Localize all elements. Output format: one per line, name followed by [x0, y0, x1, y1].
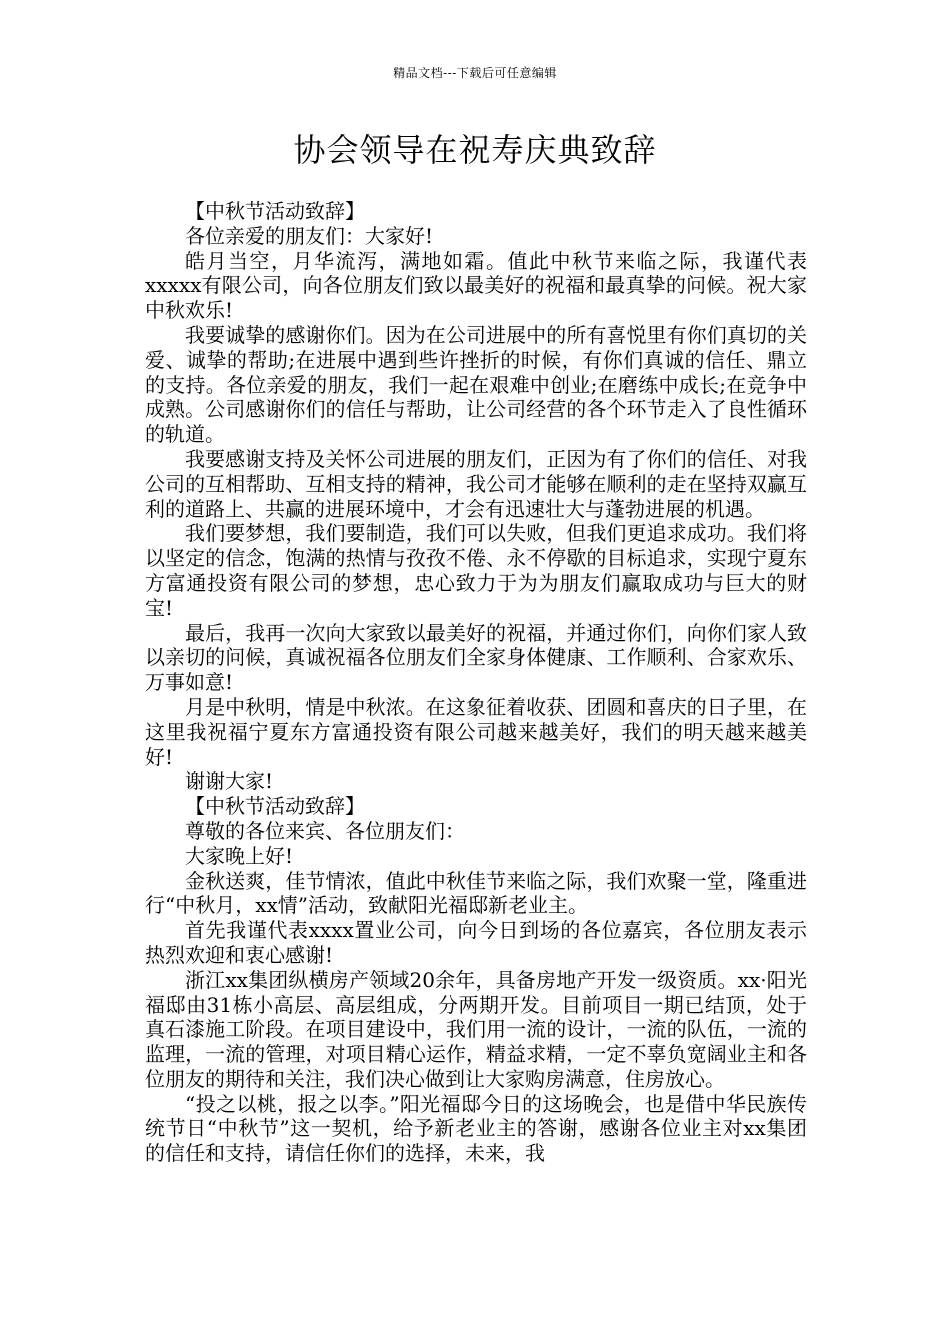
paragraph: 最后，我再一次向大家致以最美好的祝福，并通过你们，向你们家人致以亲切的问候，真诚祝福各位朋友们全家身体健康、工作顺利、合家欢乐、万事如意! [145, 620, 807, 695]
paragraph: “投之以桃，报之以李。”阳光福邸今日的这场晚会，也是借中华民族传统节日“中秋节”这一契机，给予新老业主的答谢，感谢各位业主对xx集团的信任和支持，请信任你们的选择，未来，我 [145, 1091, 807, 1166]
paragraph: 浙江xx集团纵横房产领域20余年，具备房地产开发一级资质。xx·阳光福邸由31栋小高层、高层组成，分两期开发。目前项目一期已结顶，处于真石漆施工阶段。在项目建设中，我们用一流的设计，一流的队伍，一流的监理，一流的管理，对项目精心运作，精益求精，一定不辜负宽阔业主和各位朋友的期待和关注，我们决心做到让大家购房满意，住房放心。 [145, 967, 807, 1091]
paragraph: 首先我谨代表xxxx置业公司，向今日到场的各位嘉宾，各位朋友表示热烈欢迎和衷心感谢! [145, 918, 807, 967]
document-title: 协会领导在祝寿庆典致辞 [293, 131, 657, 169]
paragraph: 大家晚上好! [185, 843, 294, 868]
paragraph: 月是中秋明，情是中秋浓。在这象征着收获、团圆和喜庆的日子里，在这里我祝福宁夏东方富通投资有限公司越来越美好，我们的明天越来越美好! [145, 694, 807, 769]
page-header: 精品文档---下载后可任意编辑 [393, 66, 557, 80]
paragraph: 【中秋节活动致辞】 [185, 794, 365, 819]
paragraph: 尊敬的各位来宾、各位朋友们： [185, 818, 465, 843]
paragraph: 我要感谢支持及关怀公司进展的朋友们，正因为有了你们的信任、对我公司的互相帮助、互相支持的精神，我公司才能够在顺利的走在坚持双赢互利的道路上、共赢的进展环境中，才会有迅速壮大与蓬勃进展的机遇。 [145, 446, 807, 521]
paragraph: 我们要梦想，我们要制造，我们可以失败，但我们更追求成功。我们将以坚定的信念，饱满的热情与孜孜不倦、永不停歇的目标追求，实现宁夏东方富通投资有限公司的梦想，忠心致力于为为朋友们赢取成功与巨大的财宝! [145, 521, 807, 620]
paragraph: 各位亲爱的朋友们：大家好! [185, 223, 434, 248]
paragraph: 谢谢大家! [185, 769, 274, 794]
paragraph: 皓月当空，月华流泻，满地如霜。值此中秋节来临之际，我谨代表xxxxx有限公司，向各位朋友们致以最美好的祝福和最真挚的问候。祝大家中秋欢乐! [145, 248, 807, 323]
paragraph: 【中秋节活动致辞】 [185, 199, 365, 223]
document-body [145, 199, 807, 1166]
paragraph: 我要诚挚的感谢你们。因为在公司进展中的所有喜悦里有你们真切的关爱、诚挚的帮助;在进展中遇到些许挫折的时候，有你们真诚的信任、鼎立的支持。各位亲爱的朋友，我们一起在艰难中创业;在磨练中成长;在竞争中成熟。公司感谢你们的信任与帮助，让公司经营的各个环节走入了良性循环的轨道。 [145, 322, 807, 447]
paragraph: 金秋送爽，佳节情浓，值此中秋佳节来临之际，我们欢聚一堂，隆重进行“中秋月，xx情”活动，致献阳光福邸新老业主。 [145, 868, 807, 918]
